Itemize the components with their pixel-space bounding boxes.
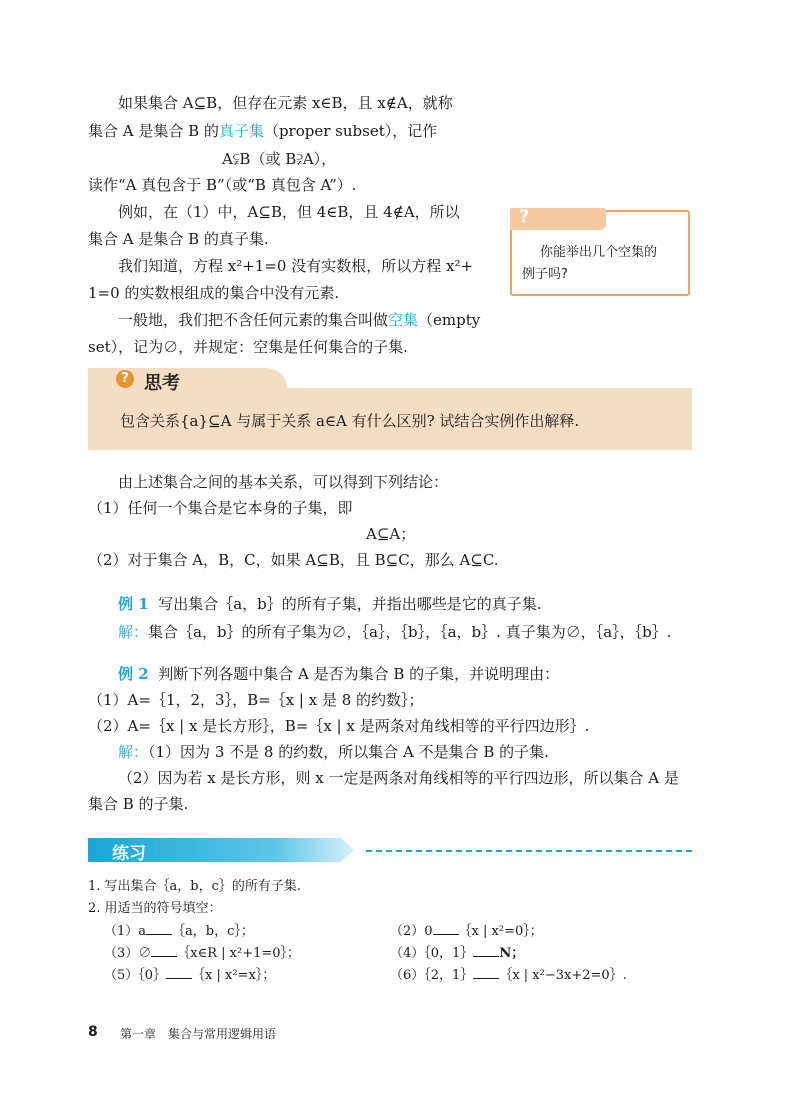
exercise-item: 1. 写出集合｛a，b，c｝的所有子集. — [88, 879, 302, 894]
answer-blank[interactable] — [166, 966, 192, 979]
conclusion-lead: 由上述集合之间的基本关系，可以得到下列结论： — [118, 473, 449, 491]
fill-blank-item: （3）∅ ｛x∈R | x²+1=0｝； — [104, 946, 301, 961]
solution-label: 解： — [118, 623, 149, 641]
example1-question: 例 1 写出集合｛a，b｝的所有子集，并指出哪些是它的真子集. — [118, 595, 542, 613]
example1-solution: 解：集合｛a，b｝的所有子集为∅，｛a｝，｛b｝，｛a，b｝. 真子集为∅，｛a｝，｛b｝. — [118, 623, 672, 641]
exercise-title: 练习 — [112, 844, 146, 864]
fill-blank-item: （2）0 ｛x | x²=0｝； — [390, 924, 543, 939]
intro-line: 例如，在（1）中，A⊆B，但 4∈B，且 4∉A，所以 — [118, 203, 460, 221]
conclusion-item: （1）任何一个集合是它本身的子集，即 — [88, 499, 353, 517]
term-proper-subset: 真子集 — [218, 122, 264, 140]
example2-question: 例 2 判断下列各题中集合 A 是否为集合 B 的子集，并说明理由： — [118, 665, 560, 683]
example2-solution: 解：（1）因为 3 不是 8 的约数，所以集合 A 不是集合 B 的子集. — [118, 743, 549, 761]
example2-part: （2）A=｛x | x 是长方形｝，B=｛x | x 是两条对角线相等的平行四边形｝. — [88, 717, 590, 735]
think-question: 包含关系{a}⊆A 与属于关系 a∈A 有什么区别? 试结合实例作出解释. — [120, 412, 580, 430]
intro-line: 1=0 的实数根组成的集合中没有元素. — [88, 284, 340, 302]
page-number: 8 — [88, 1024, 98, 1040]
example2-solution: 集合 B 的子集. — [88, 795, 189, 813]
fill-blank-item: （5）｛0｝ ｛x | x²=x｝； — [104, 968, 276, 983]
solution-label: 解： — [118, 743, 149, 761]
answer-blank[interactable] — [473, 966, 499, 979]
fill-blank-item: （6）｛2，1｝ ｛x | x²−3x+2=0｝. — [390, 968, 627, 983]
exercise-item: 2. 用适当的符号填空： — [88, 901, 222, 916]
intro-line: set），记为∅，并规定：空集是任何集合的子集. — [88, 338, 408, 356]
intro-line: 我们知道，方程 x²+1=0 没有实数根，所以方程 x²+ — [118, 257, 474, 275]
term-empty-set: 空集 — [388, 311, 419, 329]
example2-label: 例 2 — [118, 665, 149, 683]
example2-part: （1）A=｛1，2，3｝，B=｛x | x 是 8 的约数｝； — [88, 691, 424, 709]
question-mark-icon: ? — [519, 206, 530, 227]
think-title: 思考 — [144, 373, 180, 394]
example2-solution: （2）因为若 x 是长方形，则 x 一定是两条对角线相等的平行四边形，所以集合 A 是 — [118, 769, 679, 787]
conclusion-item: （2）对于集合 A，B，C，如果 A⊆B，且 B⊆C，那么 A⊆C. — [88, 551, 499, 569]
intro-line: 读作“A 真包含于 B”（或“B 真包含 A”）. — [88, 176, 357, 194]
question-circle-icon: ? — [116, 370, 134, 388]
side-question-line: 你能举出几个空集的 — [540, 245, 658, 260]
intro-line: 集合 A 是集合 B 的真子集. — [88, 230, 269, 248]
fill-blank-item: （1）a ｛a，b，c｝； — [104, 924, 254, 939]
answer-blank[interactable] — [473, 944, 499, 957]
answer-blank[interactable] — [433, 922, 459, 935]
exercise-divider — [366, 850, 692, 852]
fill-blank-item: （4）｛0，1｝ N； — [390, 946, 525, 961]
answer-blank[interactable] — [151, 944, 177, 957]
notation-formula: A⫋B（或 B⫌A）， — [222, 150, 337, 168]
chapter-title: 第一章 集合与常用逻辑用语 — [120, 1027, 277, 1041]
conclusion-formula: A⊆A； — [366, 525, 416, 543]
intro-line: 一般地，我们把不含任何元素的集合叫做空集（empty — [118, 311, 481, 329]
answer-blank[interactable] — [146, 922, 172, 935]
intro-line: 集合 A 是集合 B 的真子集（proper subset），记作 — [88, 122, 438, 140]
intro-line: 如果集合 A⊆B，但存在元素 x∈B，且 x∉A，就称 — [118, 94, 453, 112]
example1-label: 例 1 — [118, 595, 149, 613]
side-question-line: 例子吗? — [522, 267, 568, 282]
